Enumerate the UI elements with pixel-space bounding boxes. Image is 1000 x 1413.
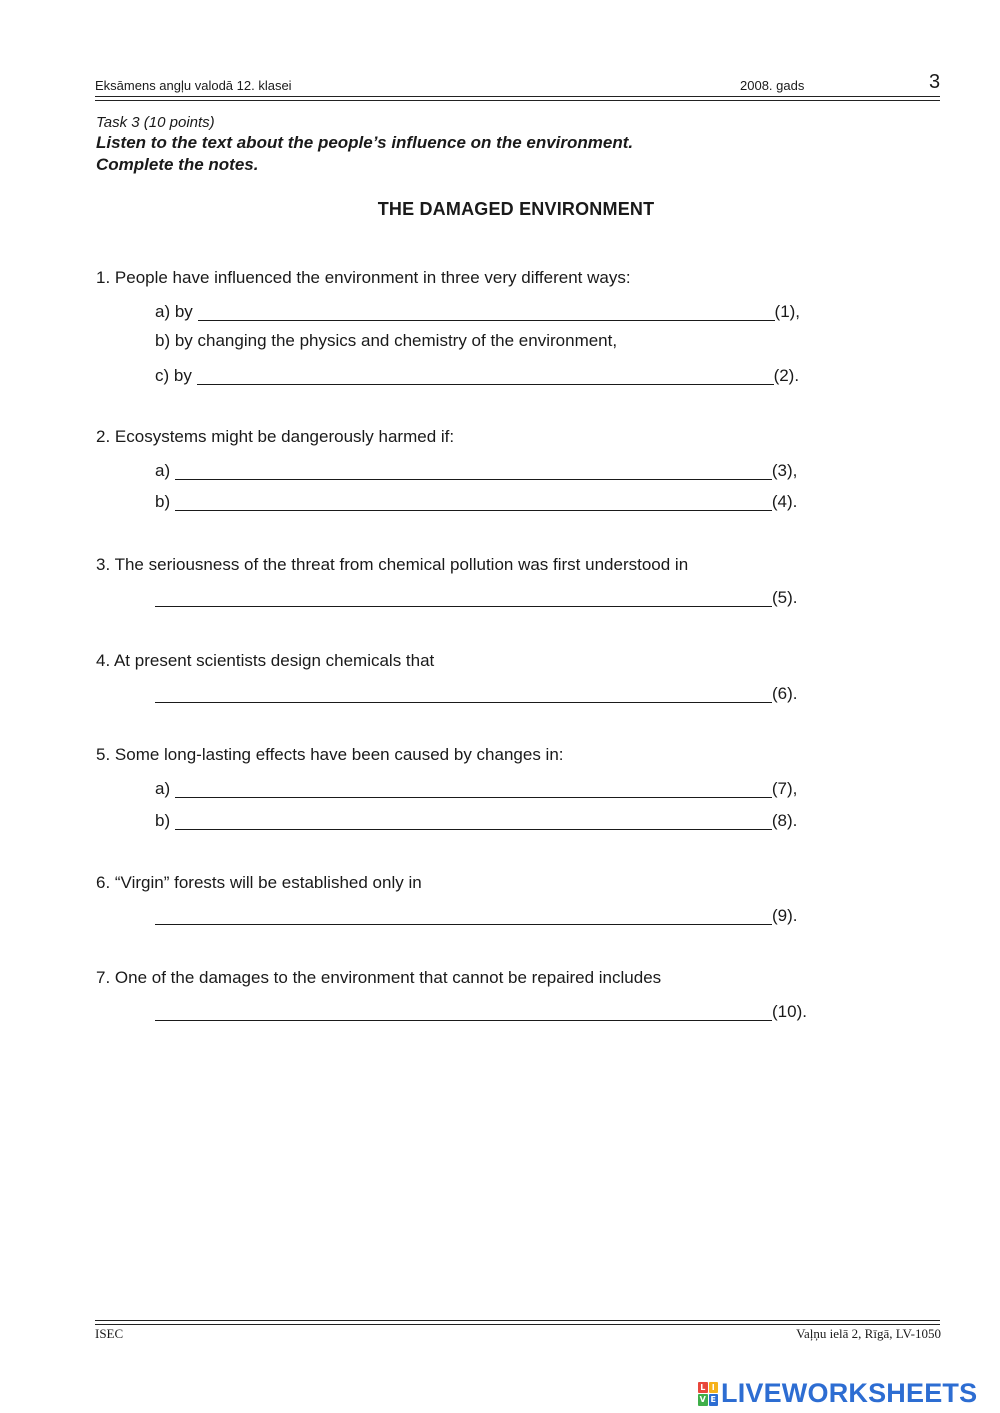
logo-tile-v: V [699, 1395, 706, 1404]
answer-row-1 [155, 300, 800, 322]
answer-3-ref: (3), [771, 461, 798, 480]
answer-row-10 [155, 1000, 807, 1022]
answer-8-ref: (8). [771, 811, 798, 830]
question-5-stem: 5. Some long-lasting effects have been caused by changes in: [96, 745, 564, 764]
answer-row-4 [155, 490, 797, 512]
liveworksheets-brand [698, 1378, 977, 1409]
task-instruction-line-2: Complete the notes. [96, 155, 259, 174]
answer-row-6 [155, 682, 798, 704]
answer-4-ref: (4). [771, 492, 798, 511]
question-7-stem: 7. One of the damages to the environment that cannot be repaired includes [96, 968, 662, 987]
answer-blank-9[interactable] [155, 906, 772, 925]
liveworksheets-wordmark: LIVEWORKSHEETS [721, 1378, 978, 1408]
answer-2-ref: (2). [773, 366, 800, 385]
answer-blank-8[interactable] [175, 811, 772, 830]
answer-row-2 [155, 364, 799, 386]
answer-blank-5[interactable] [155, 588, 772, 607]
task-label: Task 3 (10 points) [96, 114, 215, 131]
question-4-stem: 4. At present scientists design chemicals that [96, 651, 435, 670]
page-number: 3 [929, 71, 941, 93]
question-2-stem: 2. Ecosystems might be dangerously harmed if: [96, 427, 455, 446]
footer-rule-top [95, 1320, 940, 1321]
answer-7-prefix: a) [155, 779, 175, 798]
question-1-stem: 1. People have influenced the environment in three very different ways: [96, 268, 631, 287]
answer-5-ref: (5). [772, 588, 798, 607]
answer-row-9 [155, 904, 798, 926]
logo-tile-l: L [698, 1382, 708, 1394]
answer-10-ref: (10). [772, 1002, 807, 1021]
answer-row-7 [155, 777, 797, 799]
footer-rule-bottom [95, 1324, 940, 1325]
answer-2-prefix: c) by [155, 366, 197, 385]
answer-blank-3[interactable] [175, 461, 772, 480]
answer-blank-1[interactable] [198, 302, 775, 321]
liveworksheets-logo-icon [698, 1382, 718, 1406]
question-3-stem: 3. The seriousness of the threat from chemical pollution was first understood in [96, 555, 689, 574]
answer-1-prefix: a) by [155, 302, 198, 321]
answer-8-prefix: b) [155, 811, 175, 830]
task-instruction-line-1: Listen to the text about the people’s influence on the environment. [96, 133, 634, 152]
answer-6-ref: (6). [772, 684, 798, 703]
answer-blank-6[interactable] [155, 684, 772, 703]
answer-4-prefix: b) [155, 492, 175, 511]
logo-tile-e: E [709, 1394, 719, 1406]
header-rule-top [95, 96, 940, 97]
answer-row-5 [155, 586, 798, 608]
answer-blank-4[interactable] [175, 492, 772, 511]
answer-blank-10[interactable] [155, 1002, 772, 1021]
footer-address: Vaļņu ielā 2, Rīgā, LV-1050 [796, 1326, 941, 1341]
answer-1-ref: (1), [774, 302, 801, 321]
question-1-item-b: b) by changing the physics and chemistry of the environment, [155, 331, 618, 350]
header-rule-bottom [95, 100, 940, 101]
answer-row-8 [155, 809, 797, 831]
answer-7-ref: (7), [771, 779, 798, 798]
answer-blank-7[interactable] [175, 779, 772, 798]
exam-title: Eksāmens angļu valodā 12. klasei [95, 78, 292, 93]
logo-tile-i: I [709, 1382, 719, 1394]
footer-organization: ISEC [95, 1326, 124, 1341]
answer-3-prefix: a) [155, 461, 175, 480]
answer-blank-2[interactable] [197, 366, 774, 385]
answer-9-ref: (9). [772, 906, 798, 925]
worksheet-title: THE DAMAGED ENVIRONMENT [377, 199, 655, 219]
exam-year: 2008. gads [740, 78, 805, 93]
answer-row-3 [155, 459, 797, 481]
question-6-stem: 6. “Virgin” forests will be established only in [96, 873, 422, 892]
